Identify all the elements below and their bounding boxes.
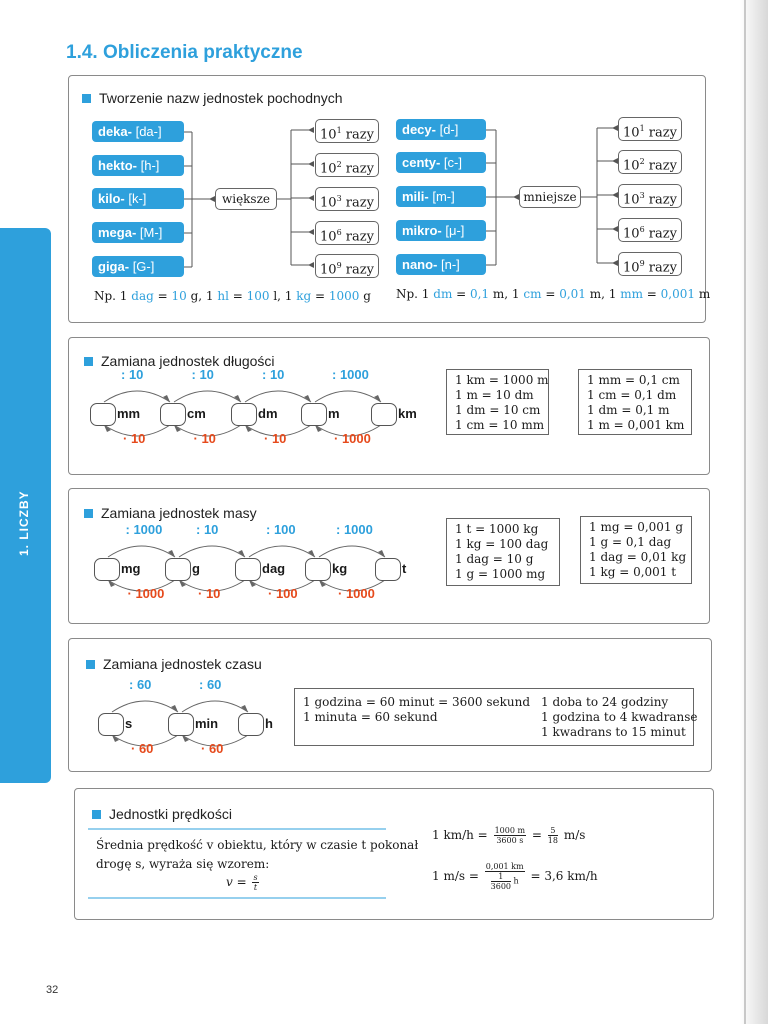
ms-to-kmh: 1 m/s = 0,001 km $\frac{1}{3600}$ h = 3,6 km/h (432, 862, 598, 891)
power-base: 10 (623, 125, 640, 141)
divide-label: : 1000 (125, 522, 163, 537)
speed-formula: v = $\frac{s}{t}$ (226, 873, 258, 892)
power-base: 10 (320, 262, 337, 278)
table-line: 1 kg = 0,001 t (589, 565, 677, 579)
prefix-name: hekto- (98, 158, 137, 173)
divide-label: : 10 (262, 367, 285, 382)
table-line: 1 dag = 10 g (455, 552, 534, 566)
power-base: 10 (623, 226, 640, 242)
multiply-label: · 10 (198, 586, 221, 601)
prefix-symbol: [k-] (128, 191, 147, 206)
example-larger: Np. 1 dag = 10 g, 1 hl = 100 l, 1 kg = 1000 g (94, 289, 371, 303)
table-line: 1 kg = 100 dag (455, 537, 549, 551)
multiply-label: · 100 (268, 586, 298, 601)
length-heading: Zamiana jednostek długości (84, 353, 275, 369)
power-base: 10 (623, 158, 640, 174)
power-exponent: 9 (639, 259, 645, 268)
table-line: 1 doba to 24 godziny (541, 695, 669, 709)
power-base: 10 (320, 161, 337, 177)
power-base: 10 (320, 195, 337, 211)
unit-label: t (402, 561, 407, 576)
table-line: 1 t = 1000 kg (455, 522, 539, 536)
power-unit: razy (648, 158, 677, 174)
power-unit: razy (345, 262, 374, 278)
unit-label: mg (121, 561, 141, 576)
table-line: 1 mm = 0,1 cm (587, 373, 680, 387)
divide-label: : 1000 (332, 367, 369, 382)
unit-label: h (265, 716, 273, 731)
table-line: 1 mg = 0,001 g (589, 520, 684, 534)
prefix-symbol: [M-] (139, 225, 163, 240)
divide-label: : 10 (191, 367, 214, 382)
unit-label: dm (258, 406, 278, 421)
power-unit: razy (648, 226, 677, 242)
divide-label: : 10 (121, 367, 144, 382)
table-line: 1 dm = 10 cm (455, 403, 541, 417)
page-number: 32 (46, 984, 59, 996)
power-exponent: 2 (336, 160, 342, 169)
table-line: 1 minuta = 60 sekund (303, 710, 438, 724)
table-line: 1 cm = 10 mm (455, 418, 545, 432)
unit-label: mm (117, 406, 141, 421)
power-base: 10 (623, 260, 640, 276)
unit-label: s (125, 716, 133, 731)
prefix-symbol: [c-] (443, 155, 462, 170)
unit-label: m (328, 406, 340, 421)
table-line: 1 dag = 0,01 kg (589, 550, 687, 564)
mass-heading: Zamiana jednostek masy (84, 505, 257, 521)
prefix-name: mikro- (402, 223, 442, 238)
section-title: 1.4. Obliczenia praktyczne (66, 42, 303, 63)
time-heading: Zamiana jednostek czasu (86, 656, 262, 672)
power-exponent: 1 (336, 126, 342, 135)
prefix-symbol: [d-] (439, 122, 459, 137)
divide-label: : 1000 (336, 522, 373, 537)
power-unit: razy (345, 195, 374, 211)
multiply-label: · 1000 (338, 586, 375, 601)
power-unit: razy (345, 161, 374, 177)
power-unit: razy (345, 229, 374, 245)
unit-label: km (398, 406, 417, 421)
divide-label: : 60 (199, 677, 222, 692)
table-line: 1 godzina to 4 kwadranse (541, 710, 698, 724)
speed-heading: Jednostki prędkości (92, 806, 232, 822)
table-line: 1 godzina = 60 minut = 3600 sekund (303, 695, 531, 709)
table-line: 1 m = 0,001 km (587, 418, 685, 432)
table-line: 1 kwadrans to 15 minut (541, 725, 686, 739)
divide-label: : 100 (266, 522, 296, 537)
speed-text-line2: drogę s, wyraża się wzorem: (96, 857, 270, 871)
prefix-symbol: [n-] (441, 257, 460, 272)
smaller-label: mniejsze (519, 186, 581, 208)
power-exponent: 2 (639, 157, 645, 166)
multiply-label: · 10 (264, 431, 287, 446)
power-unit: razy (345, 127, 374, 143)
power-base: 10 (320, 229, 337, 245)
prefix-name: mili- (402, 189, 429, 204)
prefix-symbol: [h-] (140, 158, 160, 173)
table-line: 1 dm = 0,1 m (587, 403, 670, 417)
power-unit: razy (648, 192, 677, 208)
multiply-label: · 10 (193, 431, 216, 446)
power-exponent: 6 (639, 225, 645, 234)
unit-label: g (192, 561, 200, 576)
unit-label: min (195, 716, 219, 731)
prefix-name: centy- (402, 155, 441, 170)
power-base: 10 (320, 127, 337, 143)
prefix-name: nano- (402, 257, 438, 272)
multiply-label: · 1000 (334, 431, 371, 446)
multiply-label: · 60 (201, 741, 224, 756)
chapter-tab-label: 1. LICZBY (17, 490, 31, 556)
prefix-symbol: [da-] (135, 124, 162, 139)
power-base: 10 (623, 192, 640, 208)
power-exponent: 3 (639, 191, 645, 200)
table-line: 1 cm = 0,1 dm (587, 388, 677, 402)
unit-label: kg (332, 561, 348, 576)
table-line: 1 g = 1000 mg (455, 567, 546, 581)
larger-label: większe (215, 188, 277, 210)
power-unit: razy (648, 260, 677, 276)
prefix-name: deka- (98, 124, 132, 139)
power-exponent: 6 (336, 228, 342, 237)
table-line: 1 km = 1000 m (455, 373, 549, 387)
derived-units-heading: Tworzenie nazw jednostek pochodnych (82, 90, 343, 106)
table-line: 1 m = 10 dm (455, 388, 534, 402)
divide-label: : 60 (129, 677, 152, 692)
unit-label: dag (262, 561, 286, 576)
power-exponent: 3 (336, 194, 342, 203)
power-exponent: 1 (639, 124, 645, 133)
prefix-name: mega- (98, 225, 137, 240)
speed-text-line1: Średnia prędkość v obiektu, który w czasie t pokonał (96, 838, 419, 852)
prefix-symbol: [μ-] (445, 223, 465, 238)
multiply-label: · 1000 (127, 586, 165, 601)
table-line: 1 g = 0,1 dag (589, 535, 672, 549)
prefix-name: decy- (402, 122, 436, 137)
prefix-name: kilo- (98, 191, 125, 206)
power-unit: razy (648, 125, 677, 141)
prefix-symbol: [m-] (432, 189, 455, 204)
multiply-label: · 10 (123, 431, 146, 446)
unit-label: cm (187, 406, 206, 421)
power-exponent: 9 (336, 261, 342, 270)
prefix-name: giga- (98, 259, 130, 274)
multiply-label: · 60 (131, 741, 154, 756)
kmh-to-ms: 1 km/h = $\frac{1000 m}{3600 s}$ = $\frac{5}{18}$ m/s (432, 826, 586, 845)
divide-label: : 10 (196, 522, 219, 537)
example-smaller: Np. 1 dm = 0,1 m, 1 cm = 0,01 m, 1 mm = 0,001 m (396, 287, 711, 301)
prefix-symbol: [G-] (132, 259, 155, 274)
